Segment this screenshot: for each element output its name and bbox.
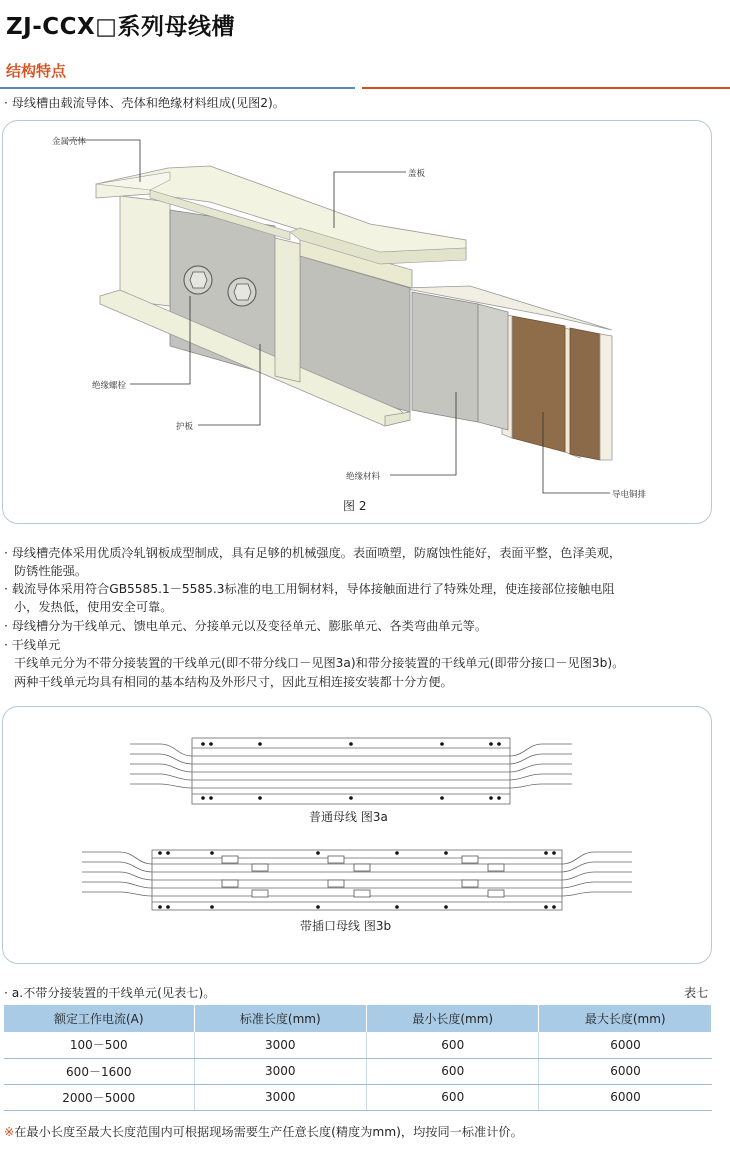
table-cell: 3000 — [194, 1084, 366, 1110]
insulation-plate — [412, 292, 478, 422]
table-cell: 600 — [367, 1058, 539, 1084]
footnote — [4, 1123, 523, 1141]
table-cell: 3000 — [194, 1032, 366, 1058]
footnote-text: 在最小长度至最大长度范围内可根据现场需要生产任意长度(精度为mm)，均按同一标准计价。 — [14, 1125, 523, 1139]
figure-3b-caption: 带插口母线 图3b — [300, 919, 392, 933]
table-row — [4, 1032, 712, 1058]
table-row — [4, 1058, 712, 1084]
feature-conductor-cont: 小，发热低，使用安全可靠。 — [14, 600, 173, 614]
label-copper-bar: 导电铜排 — [612, 490, 647, 500]
table-row — [4, 1084, 712, 1110]
table-cell: 600 — [367, 1032, 539, 1058]
section-rule-red — [362, 87, 730, 89]
table-label: 表七 — [684, 986, 709, 1000]
column-header: 标准长度(mm) — [194, 1005, 366, 1032]
table-intro: · a.不带分接装置的干线单元(见表七)。 — [4, 986, 216, 1000]
column-header: 额定工作电流(A) — [4, 1005, 194, 1032]
copper-bar-back — [570, 328, 600, 460]
label-guard-plate: 护板 — [176, 422, 194, 432]
label-insulating-bolt: 绝缘螺栓 — [92, 381, 127, 391]
shell-side — [120, 196, 170, 306]
table-cell: 2000－5000 — [4, 1084, 194, 1110]
label-metal-shell: 金属壳体 — [52, 137, 87, 147]
column-header: 最小长度(mm) — [367, 1005, 539, 1032]
table-cell: 3000 — [194, 1058, 366, 1084]
feature-trunk-desc-cont: 两种干线单元均具有相同的基本结构及外形尺寸，因此互相连接安装都十分方便。 — [14, 675, 453, 689]
plug-in-busway-drawing — [82, 850, 632, 910]
feature-conductor: · 载流导体采用符合GB5585.1－5585.3标准的电工用铜材料，导体接触面进行了特殊处理，使连接部位接触电阻 — [4, 582, 615, 596]
table-header-row — [4, 1005, 712, 1032]
table-cell: 600－1600 — [4, 1058, 194, 1084]
figure-3a-caption: 普通母线 图3a — [309, 810, 388, 824]
feature-trunk-desc: 干线单元分为不带分接装置的干线单元(即不带分线口－见图3a)和带分接装置的干线单元(即带分接口－见图3b)。 — [14, 656, 625, 670]
label-insulation: 绝缘材料 — [346, 472, 381, 482]
feature-shell: · 母线槽壳体采用优质冷轧钢板成型制成，具有足够的机械强度。表面喷塑，防腐蚀性能好，表面平整，色泽美观， — [4, 546, 622, 560]
table-cell: 600 — [367, 1084, 539, 1110]
plain-busway-drawing — [130, 738, 572, 804]
page-title: ZJ-CCX□系列母线槽 — [6, 14, 236, 40]
table-cell: 6000 — [539, 1084, 712, 1110]
figure-2-caption: 图 2 — [343, 499, 367, 513]
feature-shell-cont: 防锈性能强。 — [14, 564, 88, 578]
feature-trunk-heading: · 干线单元 — [4, 638, 61, 652]
copper-bar-front — [512, 316, 565, 452]
label-cover: 盖板 — [408, 169, 426, 179]
table-cell: 6000 — [539, 1058, 712, 1084]
section-title: 结构特点 — [6, 62, 67, 80]
intro-text: · 母线槽由载流导体、壳体和绝缘材料组成(见图2)。 — [4, 96, 285, 110]
section-rule-blue — [0, 87, 355, 89]
footnote-mark: ※ — [4, 1125, 15, 1139]
busway-structure-diagram — [0, 120, 730, 524]
table-cell: 6000 — [539, 1032, 712, 1058]
column-header: 最大长度(mm) — [539, 1005, 712, 1032]
length-spec-table — [4, 1005, 712, 1111]
feature-units: · 母线槽分为干线单元、馈电单元、分接单元以及变径单元、膨胀单元、各类弯曲单元等。 — [4, 619, 488, 633]
table-cell: 100－500 — [4, 1032, 194, 1058]
